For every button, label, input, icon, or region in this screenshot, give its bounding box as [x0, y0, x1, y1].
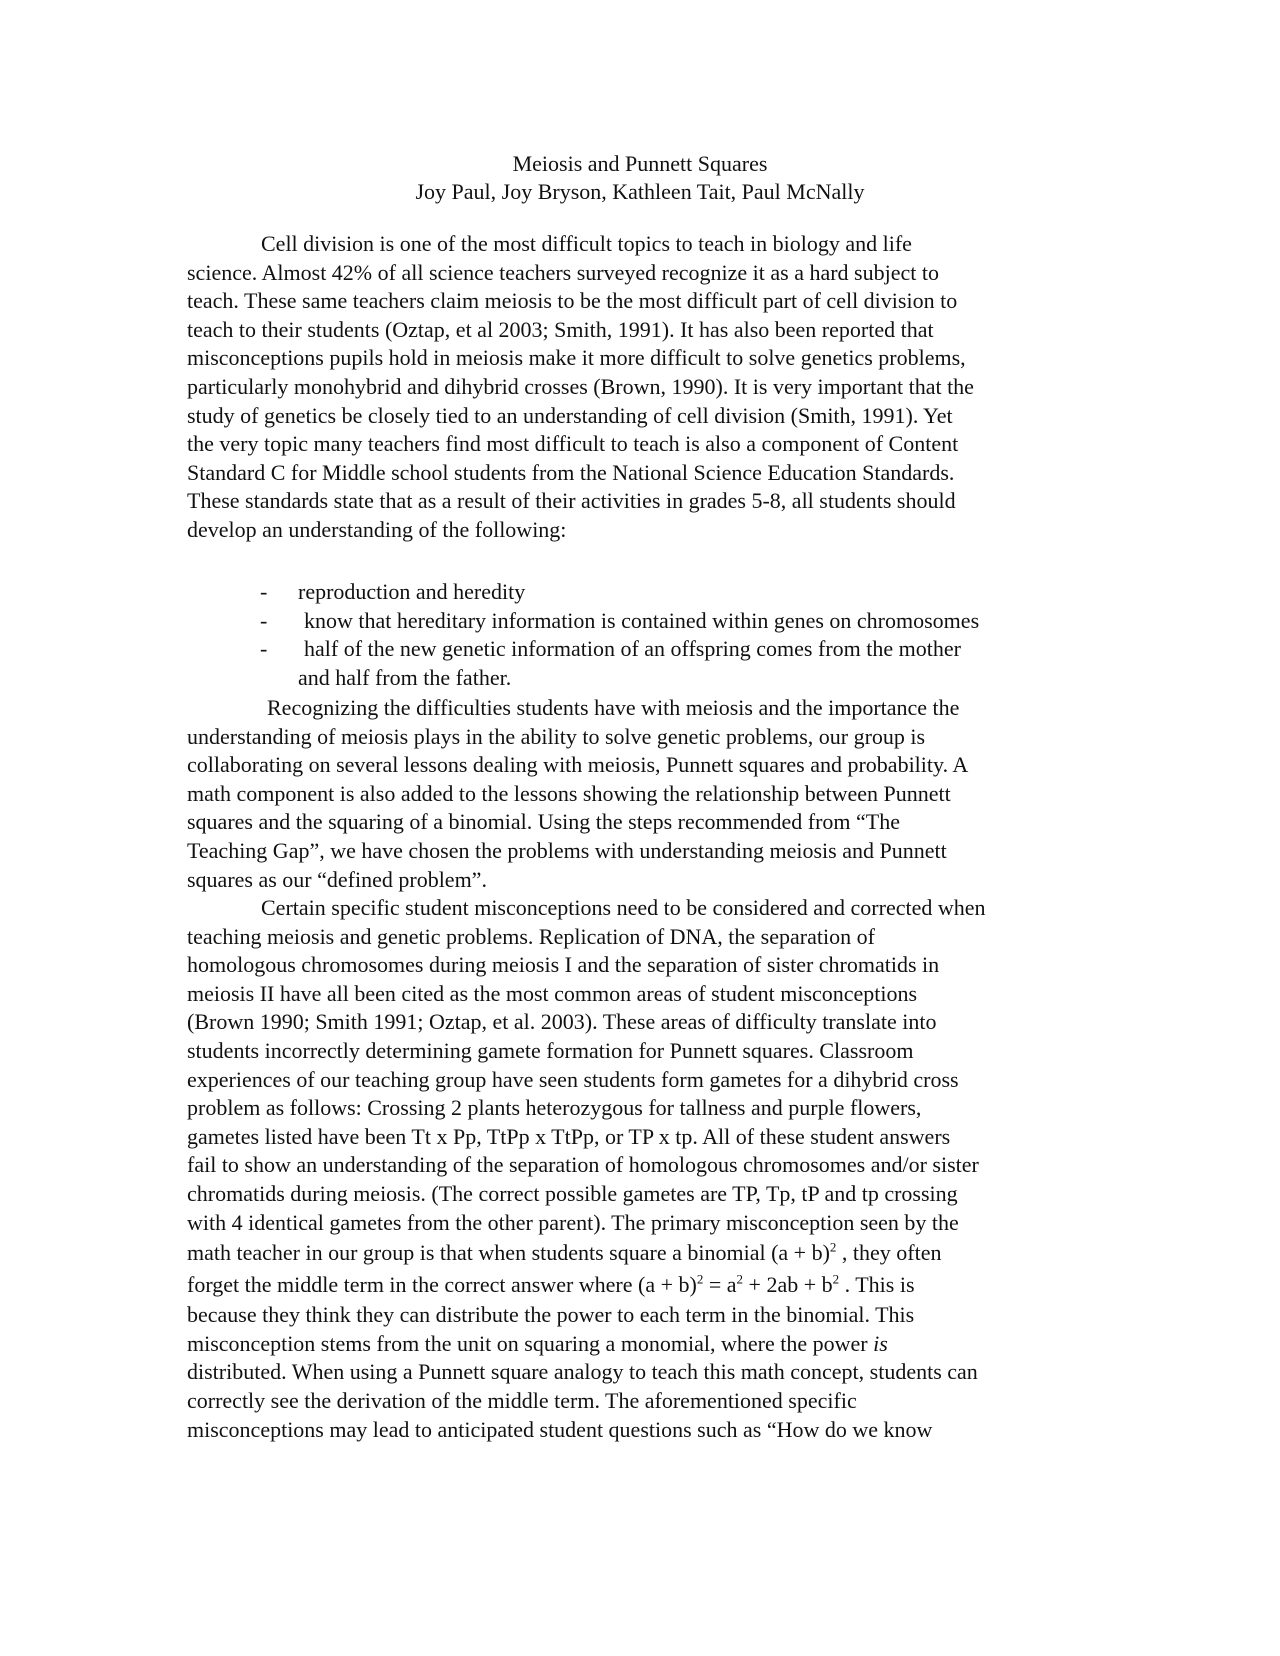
standards-list: [260, 578, 1120, 692]
paragraph-line: distributed. When using a Punnett square analogy to teach this math concept, students can: [187, 1359, 978, 1385]
paragraph-line: understanding of meiosis plays in the ability to solve genetic problems, our group is: [187, 723, 926, 749]
list-item: [260, 635, 1120, 692]
list-item-text: reproduction and heredity: [298, 579, 526, 604]
exponent: 2: [696, 1271, 704, 1287]
paragraph-line: develop an understanding of the following:: [187, 516, 567, 542]
title-block: [0, 150, 1280, 206]
document-title: Meiosis and Punnett Squares: [512, 151, 768, 176]
list-item: [260, 578, 1120, 607]
line-text: misconception stems from the unit on squaring a monomial, where the power: [187, 1330, 874, 1356]
paragraph-line: gametes listed have been Tt x Pp, TtPp x TtPp, or TP x tp. All of these student answers: [187, 1123, 951, 1149]
paragraph-line: students incorrectly determining gamete formation for Punnett squares. Classroom: [187, 1037, 914, 1063]
paragraph-line: because they think they can distribute the power to each term in the binomial. This: [187, 1302, 915, 1328]
paragraph-line-italic: [187, 1330, 1107, 1359]
exponent: 2: [829, 1239, 837, 1255]
paragraph-line: science. Almost 42% of all science teachers surveyed recognize it as a hard subject to: [187, 259, 939, 285]
list-item-continuation: and half from the father.: [298, 664, 512, 690]
list-dash: -: [260, 579, 268, 604]
paragraph-line: misconceptions pupils hold in meiosis make it more difficult to solve genetics problems,: [187, 345, 966, 371]
paragraph-line: Recognizing the difficulties students have with meiosis and the importance the: [267, 695, 960, 720]
paragraph-line: These standards state that as a result of their activities in grades 5-8, all students should: [187, 488, 956, 514]
paragraph-line: collaborating on several lessons dealing with meiosis, Punnett squares and probability. A: [187, 752, 969, 778]
intro-paragraph: [187, 230, 1107, 545]
paragraph-line: problem as follows: Crossing 2 plants heterozygous for tallness and purple flowers,: [187, 1095, 922, 1121]
second-paragraph: [187, 694, 1107, 894]
paragraph-line: (Brown 1990; Smith 1991; Oztap, et al. 2003). These areas of difficulty translate into: [187, 1009, 937, 1035]
list-item: [260, 607, 1120, 636]
paragraph-line: Teaching Gap”, we have chosen the problems with understanding meiosis and Punnett: [187, 837, 947, 863]
paragraph-line: teaching meiosis and genetic problems. Replication of DNA, the separation of: [187, 923, 875, 949]
paragraph-line: particularly monohybrid and dihybrid crosses (Brown, 1990). It is very important that the: [187, 373, 974, 399]
list-item-text: half of the new genetic information of an offspring comes from the mother: [304, 636, 961, 662]
math-text: = a: [703, 1272, 737, 1298]
paragraph-line: Standard C for Middle school students from the National Science Education Standards.: [187, 459, 955, 485]
list-dash: -: [260, 636, 268, 662]
list-item-text: know that hereditary information is contained within genes on chromosomes: [304, 607, 980, 633]
paragraph-line: teach. These same teachers claim meiosis to be the most difficult part of cell division to: [187, 288, 958, 314]
math-text: forget the middle term in the correct answer where (a + b): [187, 1272, 697, 1298]
paragraph-line: the very topic many teachers find most difficult to teach is also a component of Content: [187, 431, 959, 457]
math-line-binomial: [187, 1237, 1107, 1269]
paragraph-line: correctly see the derivation of the middle term. The aforementioned specific: [187, 1387, 857, 1413]
paragraph-line: misconceptions may lead to anticipated student questions such as “How do we know: [187, 1416, 933, 1442]
math-text: . This is: [839, 1272, 915, 1298]
math-text: , they often: [836, 1240, 942, 1266]
paragraph-line: meiosis II have all been cited as the most common areas of student misconceptions: [187, 980, 918, 1006]
math-text: + 2ab + b: [743, 1272, 833, 1298]
document-authors: Joy Paul, Joy Bryson, Kathleen Tait, Paul McNally: [415, 179, 865, 204]
paragraph-line: chromatids during meiosis. (The correct possible gametes are TP, Tp, tP and tp crossing: [187, 1180, 958, 1206]
paragraph-line: Cell division is one of the most difficult topics to teach in biology and life: [261, 231, 912, 256]
paragraph-line: fail to show an understanding of the separation of homologous chromosomes and/or sister: [187, 1152, 979, 1178]
emphasis-text: is: [873, 1330, 888, 1356]
paragraph-line: teach to their students (Oztap, et al 2003; Smith, 1991). It has also been reported that: [187, 316, 934, 342]
math-text: math teacher in our group is that when students square a binomial (a + b): [187, 1240, 830, 1266]
paragraph-line: homologous chromosomes during meiosis I and the separation of sister chromatids in: [187, 952, 940, 978]
paragraph-line: study of genetics be closely tied to an understanding of cell division (Smith, 1991). Yet: [187, 402, 953, 428]
paragraph-line: squares as our “defined problem”.: [187, 866, 487, 892]
paragraph-line: Certain specific student misconceptions need to be considered and corrected when: [261, 895, 986, 920]
math-line-expansion: [187, 1269, 1107, 1301]
list-dash: -: [260, 607, 268, 633]
paragraph-line: experiences of our teaching group have seen students form gametes for a dihybrid cross: [187, 1066, 959, 1092]
paragraph-line: with 4 identical gametes from the other parent). The primary misconception seen by the: [187, 1209, 959, 1235]
paragraph-line: math component is also added to the lessons showing the relationship between Punnett: [187, 780, 951, 806]
exponent: 2: [832, 1271, 840, 1287]
paragraph-line: squares and the squaring of a binomial. Using the steps recommended from “The: [187, 809, 900, 835]
third-paragraph: [187, 894, 1107, 1444]
exponent: 2: [736, 1271, 744, 1287]
